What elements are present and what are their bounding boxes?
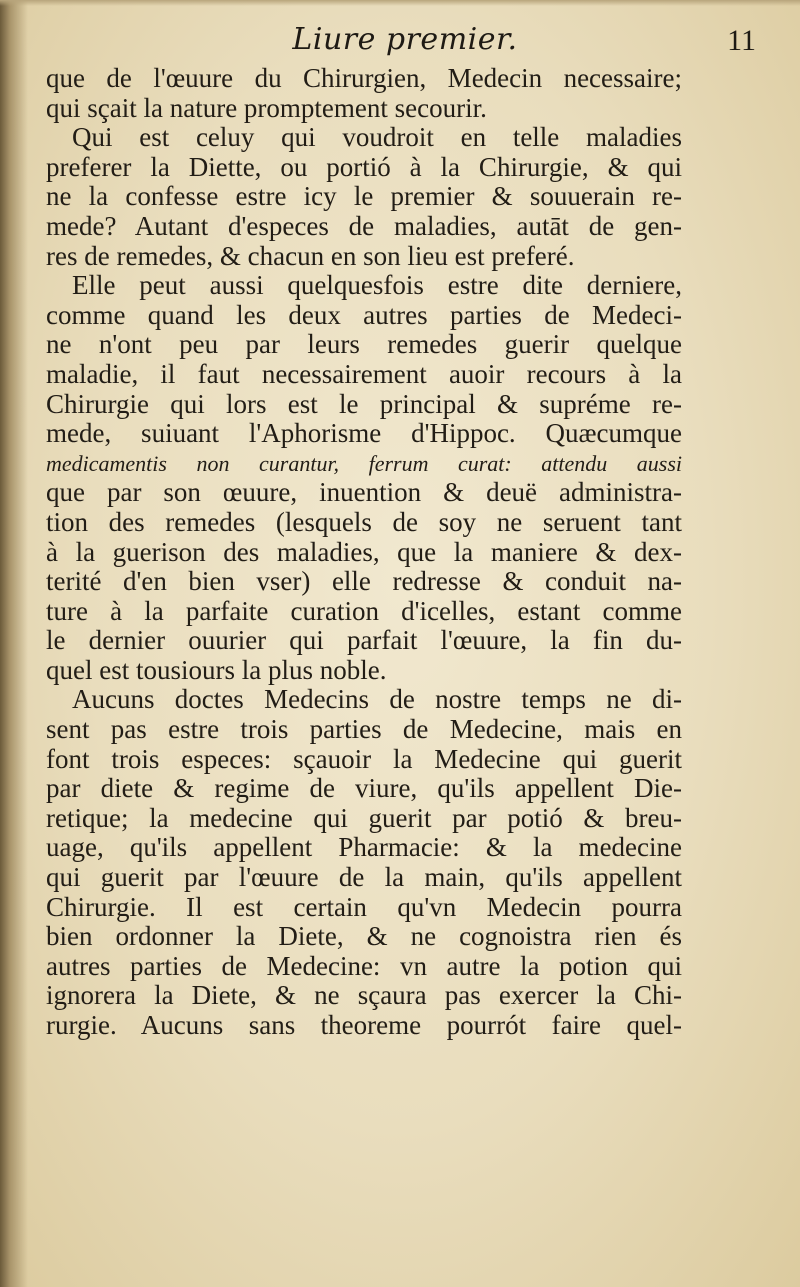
text-line: qui sçait la nature promptement secourir. xyxy=(46,92,487,123)
text-line: sent pas estre trois parties de Medecine, mais en xyxy=(46,714,682,745)
text-line: retique; la medecine qui guerit par potió & breu- xyxy=(46,802,682,833)
text-line: ignorera la Diete, & ne sçaura pas exercer la Chi- xyxy=(46,980,682,1011)
body-text xyxy=(46,64,682,1041)
text-line: bien ordonner la Diete, & ne cognoistra rien és xyxy=(46,921,682,952)
top-edge-shadow xyxy=(0,0,800,6)
text-line: par diete & regime de viure, qu'ils appellent Die- xyxy=(46,773,682,804)
gutter-shadow xyxy=(0,0,28,1287)
text-line: mede? Autant d'especes de maladies, autāt de gen- xyxy=(46,210,682,241)
text-line: qui guerit par l'œuure de la main, qu'ils appellent xyxy=(46,862,682,893)
text-line: preferer la Diette, ou portió à la Chirurgie, & qui xyxy=(46,151,682,182)
text-line: rurgie. Aucuns sans theoreme pourrót faire quel- xyxy=(46,1010,682,1040)
text-line: que par son œuure, inuention & deuë administra- xyxy=(46,477,682,508)
text-line: autres parties de Medecine: vn autre la potion qui xyxy=(46,950,682,981)
text-line: Chirurgie. Il est certain qu'vn Medecin pourra xyxy=(46,891,682,922)
text-line: terité d'en bien vser) elle redresse & conduit na- xyxy=(46,566,682,597)
text-line: mede, suiuant l'Aphorisme d'Hippoc. Quæcumque xyxy=(46,418,682,449)
text-line: Chirurgie qui lors est le principal & supréme re- xyxy=(46,388,682,419)
text-line: res de remedes, & chacun en son lieu est preferé. xyxy=(46,240,575,271)
text-line: maladie, il faut necessairement auoir recours à la xyxy=(46,358,682,389)
text-line: comme quand les deux autres parties de Medeci- xyxy=(46,299,682,330)
text-line: à la guerison des maladies, que la maniere & dex- xyxy=(46,536,682,567)
text-line: quel est tousiours la plus noble. xyxy=(46,654,387,685)
text-line: que de l'œuure du Chirurgien, Medecin necessaire; xyxy=(46,63,682,93)
text-line: tion des remedes (lesquels de soy ne seruent tant xyxy=(46,506,682,537)
text-line: ne la confesse estre icy le premier & souuerain re- xyxy=(46,181,682,212)
text-line: uage, qu'ils appellent Pharmacie: & la medecine xyxy=(46,832,682,863)
text-line: le dernier ouurier qui parfait l'œuure, la fin du- xyxy=(46,625,682,656)
text-line: Elle peut aussi quelquesfois estre dite derniere, xyxy=(72,270,682,301)
running-title: Liure premier. xyxy=(292,22,518,57)
latin-quotation-line: medicamentis non curantur, ferrum curat: attendu aussi xyxy=(46,450,682,476)
text-line: ture à la parfaite curation d'icelles, estant comme xyxy=(46,595,682,626)
text-line: ne n'ont peu par leurs remedes guerir quelque xyxy=(46,329,682,360)
page-header xyxy=(40,16,770,64)
text-line: Aucuns doctes Medecins de nostre temps ne di- xyxy=(72,684,682,715)
text-line: font trois especes: sçauoir la Medecine qui guerit xyxy=(46,743,682,774)
text-line: Qui est celuy qui voudroit en telle maladies xyxy=(72,122,682,153)
page-number: 11 xyxy=(727,24,756,57)
